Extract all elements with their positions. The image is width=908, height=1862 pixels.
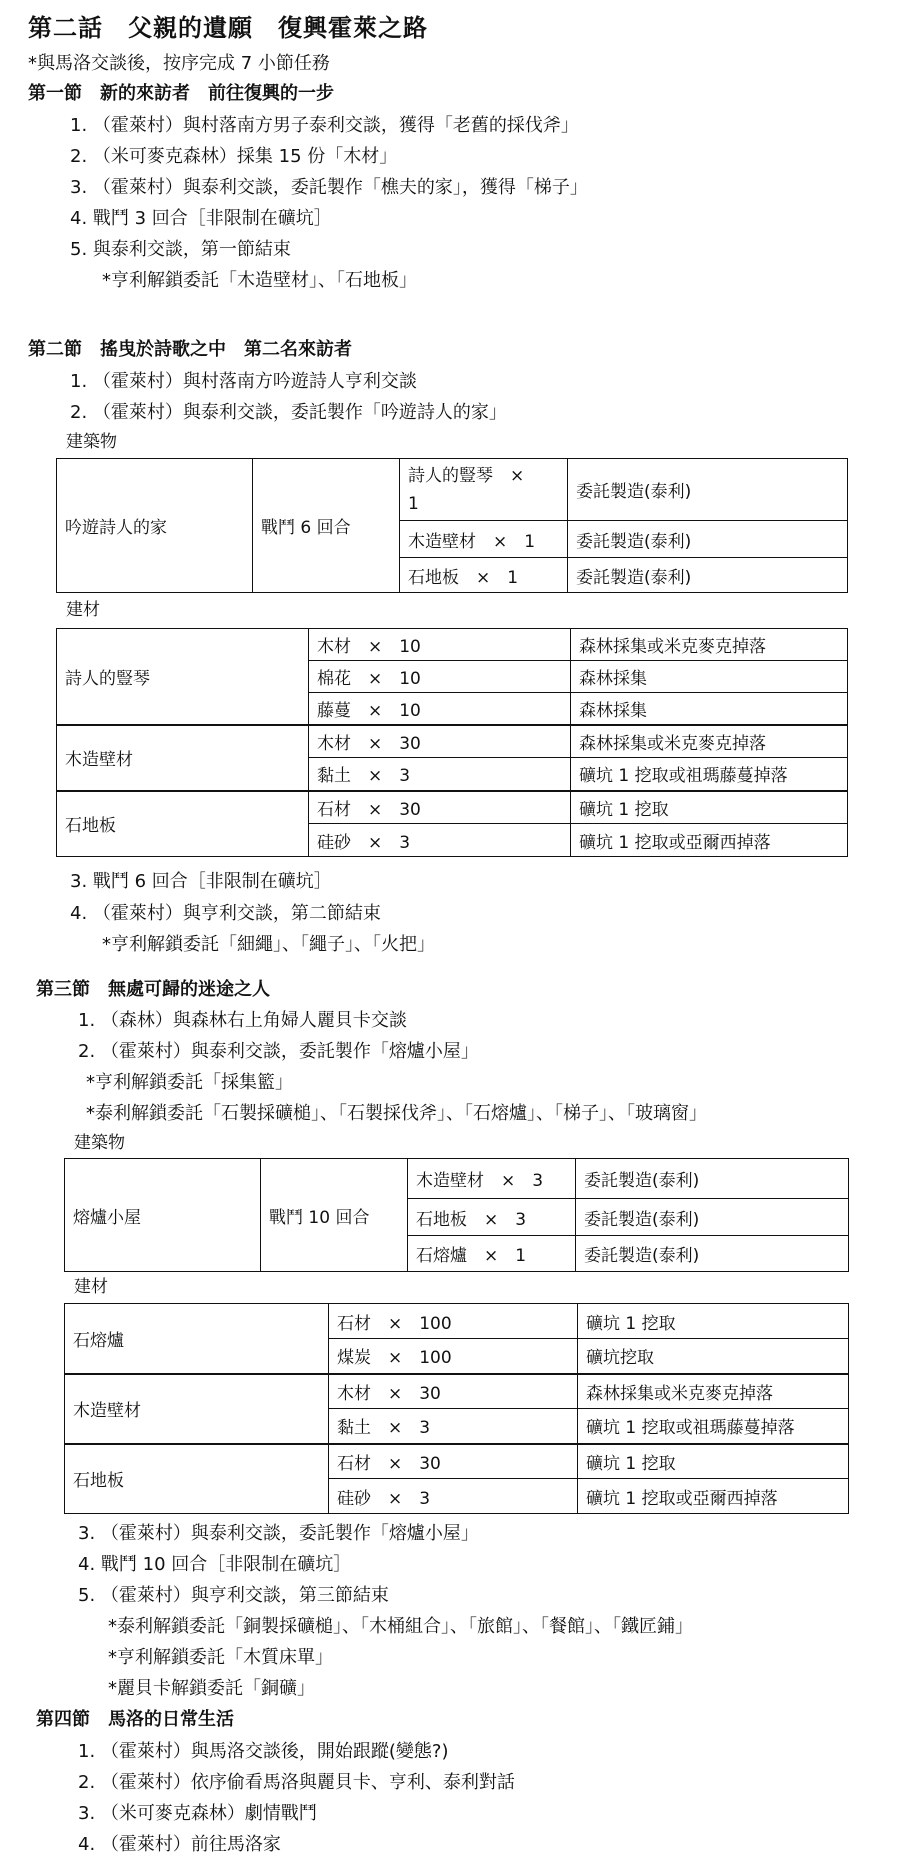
building-battle: 戰鬥 10 回合	[261, 1159, 408, 1272]
section-4-step: 3. （米可麥克森林）劇情戰鬥	[78, 1803, 317, 1824]
section-4-step: 4. （霍萊村）前往馬洛家	[78, 1834, 281, 1855]
material-name: 石地板	[65, 1444, 329, 1514]
table-cell-source: 礦坑 1 挖取	[578, 1444, 849, 1479]
section-2-building-label: 建築物	[66, 432, 117, 452]
table-row	[65, 1304, 849, 1339]
section-1-heading: 第一節 新的來訪者 前往復興的一步	[28, 83, 334, 104]
table-cell-source: 森林採集或米克麥克掉落	[578, 1374, 849, 1409]
section-3-unlock: *亨利解鎖委託「採集籃」	[86, 1072, 293, 1093]
table-row	[57, 459, 848, 521]
table-cell-source: 森林採集或米克麥克掉落	[571, 725, 848, 758]
table-cell-source: 委託製造(泰利)	[568, 558, 848, 593]
section-3-step: 1. （森林）與森林右上角婦人麗貝卡交談	[78, 1010, 407, 1031]
table-cell-source: 礦坑 1 挖取或祖瑪藤蔓掉落	[571, 758, 848, 791]
section-3-unlock: *麗貝卡解鎖委託「銅礦」	[108, 1678, 315, 1699]
table-cell-item: 石材 × 30	[329, 1444, 578, 1479]
table-cell-source: 委託製造(泰利)	[576, 1236, 849, 1272]
material-name: 石熔爐	[65, 1304, 329, 1374]
table-row	[57, 791, 848, 824]
section-2-step: 4. （霍萊村）與亨利交談，第二節結束	[70, 903, 381, 924]
section-2-building-table	[56, 458, 848, 593]
section-3-building-label: 建築物	[74, 1133, 125, 1153]
table-cell-item: 木材 × 30	[309, 725, 571, 758]
table-cell-item: 石地板 × 1	[400, 558, 568, 593]
section-2-heading: 第二節 搖曳於詩歌之中 第二名來訪者	[28, 339, 352, 360]
material-name: 木造壁材	[57, 725, 309, 791]
table-cell-item: 木造壁材 × 3	[408, 1159, 576, 1199]
table-cell-source: 委託製造(泰利)	[568, 521, 848, 558]
table-cell-item: 黏土 × 3	[329, 1409, 578, 1444]
section-1-step: 1. （霍萊村）與村落南方男子泰利交談，獲得「老舊的採伐斧」	[70, 115, 579, 136]
table-cell-source: 森林採集	[571, 661, 848, 693]
table-cell-item: 硅砂 × 3	[309, 824, 571, 857]
table-cell-item: 石材 × 100	[329, 1304, 578, 1339]
table-cell-item: 藤蔓 × 10	[309, 693, 571, 725]
section-4-step: 2. （霍萊村）依序偷看馬洛與麗貝卡、亨利、泰利對話	[78, 1772, 515, 1793]
section-3-unlock: *泰利解鎖委託「銅製採礦槌」、「木桶組合」、「旅館」、「餐館」、「鐵匠鋪」	[108, 1616, 693, 1637]
section-2-unlock: *亨利解鎖委託「細繩」、「繩子」、「火把」	[102, 934, 435, 955]
table-cell-item: 煤炭 × 100	[329, 1339, 578, 1374]
table-row	[57, 629, 848, 661]
table-row	[65, 1374, 849, 1409]
table-cell-item: 詩人的豎琴 × 1	[400, 459, 568, 521]
table-cell-source: 礦坑 1 挖取或亞爾西掉落	[571, 824, 848, 857]
section-1-unlock: *亨利解鎖委託「木造壁材」、「石地板」	[102, 270, 417, 291]
table-cell-item: 硅砂 × 3	[329, 1479, 578, 1514]
section-2-step: 3. 戰鬥 6 回合［非限制在礦坑］	[70, 871, 332, 892]
building-name: 吟遊詩人的家	[57, 459, 253, 593]
table-row	[65, 1159, 849, 1199]
page-title: 第二話 父親的遺願 復興霍萊之路	[28, 14, 428, 42]
table-cell-source: 委託製造(泰利)	[576, 1199, 849, 1236]
section-1-step: 2. （米可麥克森林）採集 15 份「木材」	[70, 146, 398, 167]
table-cell-item: 木材 × 10	[309, 629, 571, 661]
table-cell-item: 木造壁材 × 1	[400, 521, 568, 558]
table-cell-item: 石熔爐 × 1	[408, 1236, 576, 1272]
material-name: 詩人的豎琴	[57, 629, 309, 725]
section-3-step: 5. （霍萊村）與亨利交談，第三節結束	[78, 1585, 389, 1606]
section-3-step: 3. （霍萊村）與泰利交談，委託製作「熔爐小屋」	[78, 1523, 479, 1544]
table-cell-source: 礦坑 1 挖取或亞爾西掉落	[578, 1479, 849, 1514]
material-name: 石地板	[57, 791, 309, 857]
table-cell-item: 石地板 × 3	[408, 1199, 576, 1236]
intro-note: *與馬洛交談後，按序完成 7 小節任務	[28, 53, 330, 74]
section-3-unlock: *泰利解鎖委託「石製採礦槌」、「石製採伐斧」、「石熔爐」、「梯子」、「玻璃窗」	[86, 1103, 707, 1124]
table-row	[57, 725, 848, 758]
table-cell-source: 森林採集或米克麥克掉落	[571, 629, 848, 661]
section-3-step: 2. （霍萊村）與泰利交談，委託製作「熔爐小屋」	[78, 1041, 479, 1062]
section-2-material-table	[56, 628, 848, 857]
table-cell-source: 礦坑 1 挖取	[571, 791, 848, 824]
section-2-step: 1. （霍萊村）與村落南方吟遊詩人亨利交談	[70, 371, 417, 392]
table-cell-item: 棉花 × 10	[309, 661, 571, 693]
section-1-step: 4. 戰鬥 3 回合［非限制在礦坑］	[70, 208, 332, 229]
section-3-unlock: *亨利解鎖委託「木質床單」	[108, 1647, 333, 1668]
building-name: 熔爐小屋	[65, 1159, 261, 1272]
table-cell-item: 石材 × 30	[309, 791, 571, 824]
table-cell-source: 礦坑 1 挖取	[578, 1304, 849, 1339]
section-1-step: 5. 與泰利交談，第一節結束	[70, 239, 291, 260]
section-3-building-table	[64, 1158, 849, 1272]
table-cell-source: 礦坑挖取	[578, 1339, 849, 1374]
section-2-material-label: 建材	[66, 600, 100, 620]
table-cell-item: 木材 × 30	[329, 1374, 578, 1409]
section-3-step: 4. 戰鬥 10 回合［非限制在礦坑］	[78, 1554, 352, 1575]
section-3-material-table	[64, 1303, 849, 1514]
section-3-heading: 第三節 無處可歸的迷途之人	[36, 979, 270, 1000]
section-4-heading: 第四節 馬洛的日常生活	[36, 1709, 234, 1730]
table-cell-source: 森林採集	[571, 693, 848, 725]
section-3-material-label: 建材	[74, 1277, 108, 1297]
table-cell-item: 黏土 × 3	[309, 758, 571, 791]
material-name: 木造壁材	[65, 1374, 329, 1444]
table-row	[65, 1444, 849, 1479]
table-cell-source: 委託製造(泰利)	[576, 1159, 849, 1199]
section-2-step: 2. （霍萊村）與泰利交談，委託製作「吟遊詩人的家」	[70, 402, 507, 423]
building-battle: 戰鬥 6 回合	[253, 459, 400, 593]
section-4-step: 1. （霍萊村）與馬洛交談後，開始跟蹤(變態?)	[78, 1741, 449, 1762]
table-cell-source: 礦坑 1 挖取或祖瑪藤蔓掉落	[578, 1409, 849, 1444]
section-1-step: 3. （霍萊村）與泰利交談，委託製作「樵夫的家」，獲得「梯子」	[70, 177, 588, 198]
table-cell-source: 委託製造(泰利)	[568, 459, 848, 521]
